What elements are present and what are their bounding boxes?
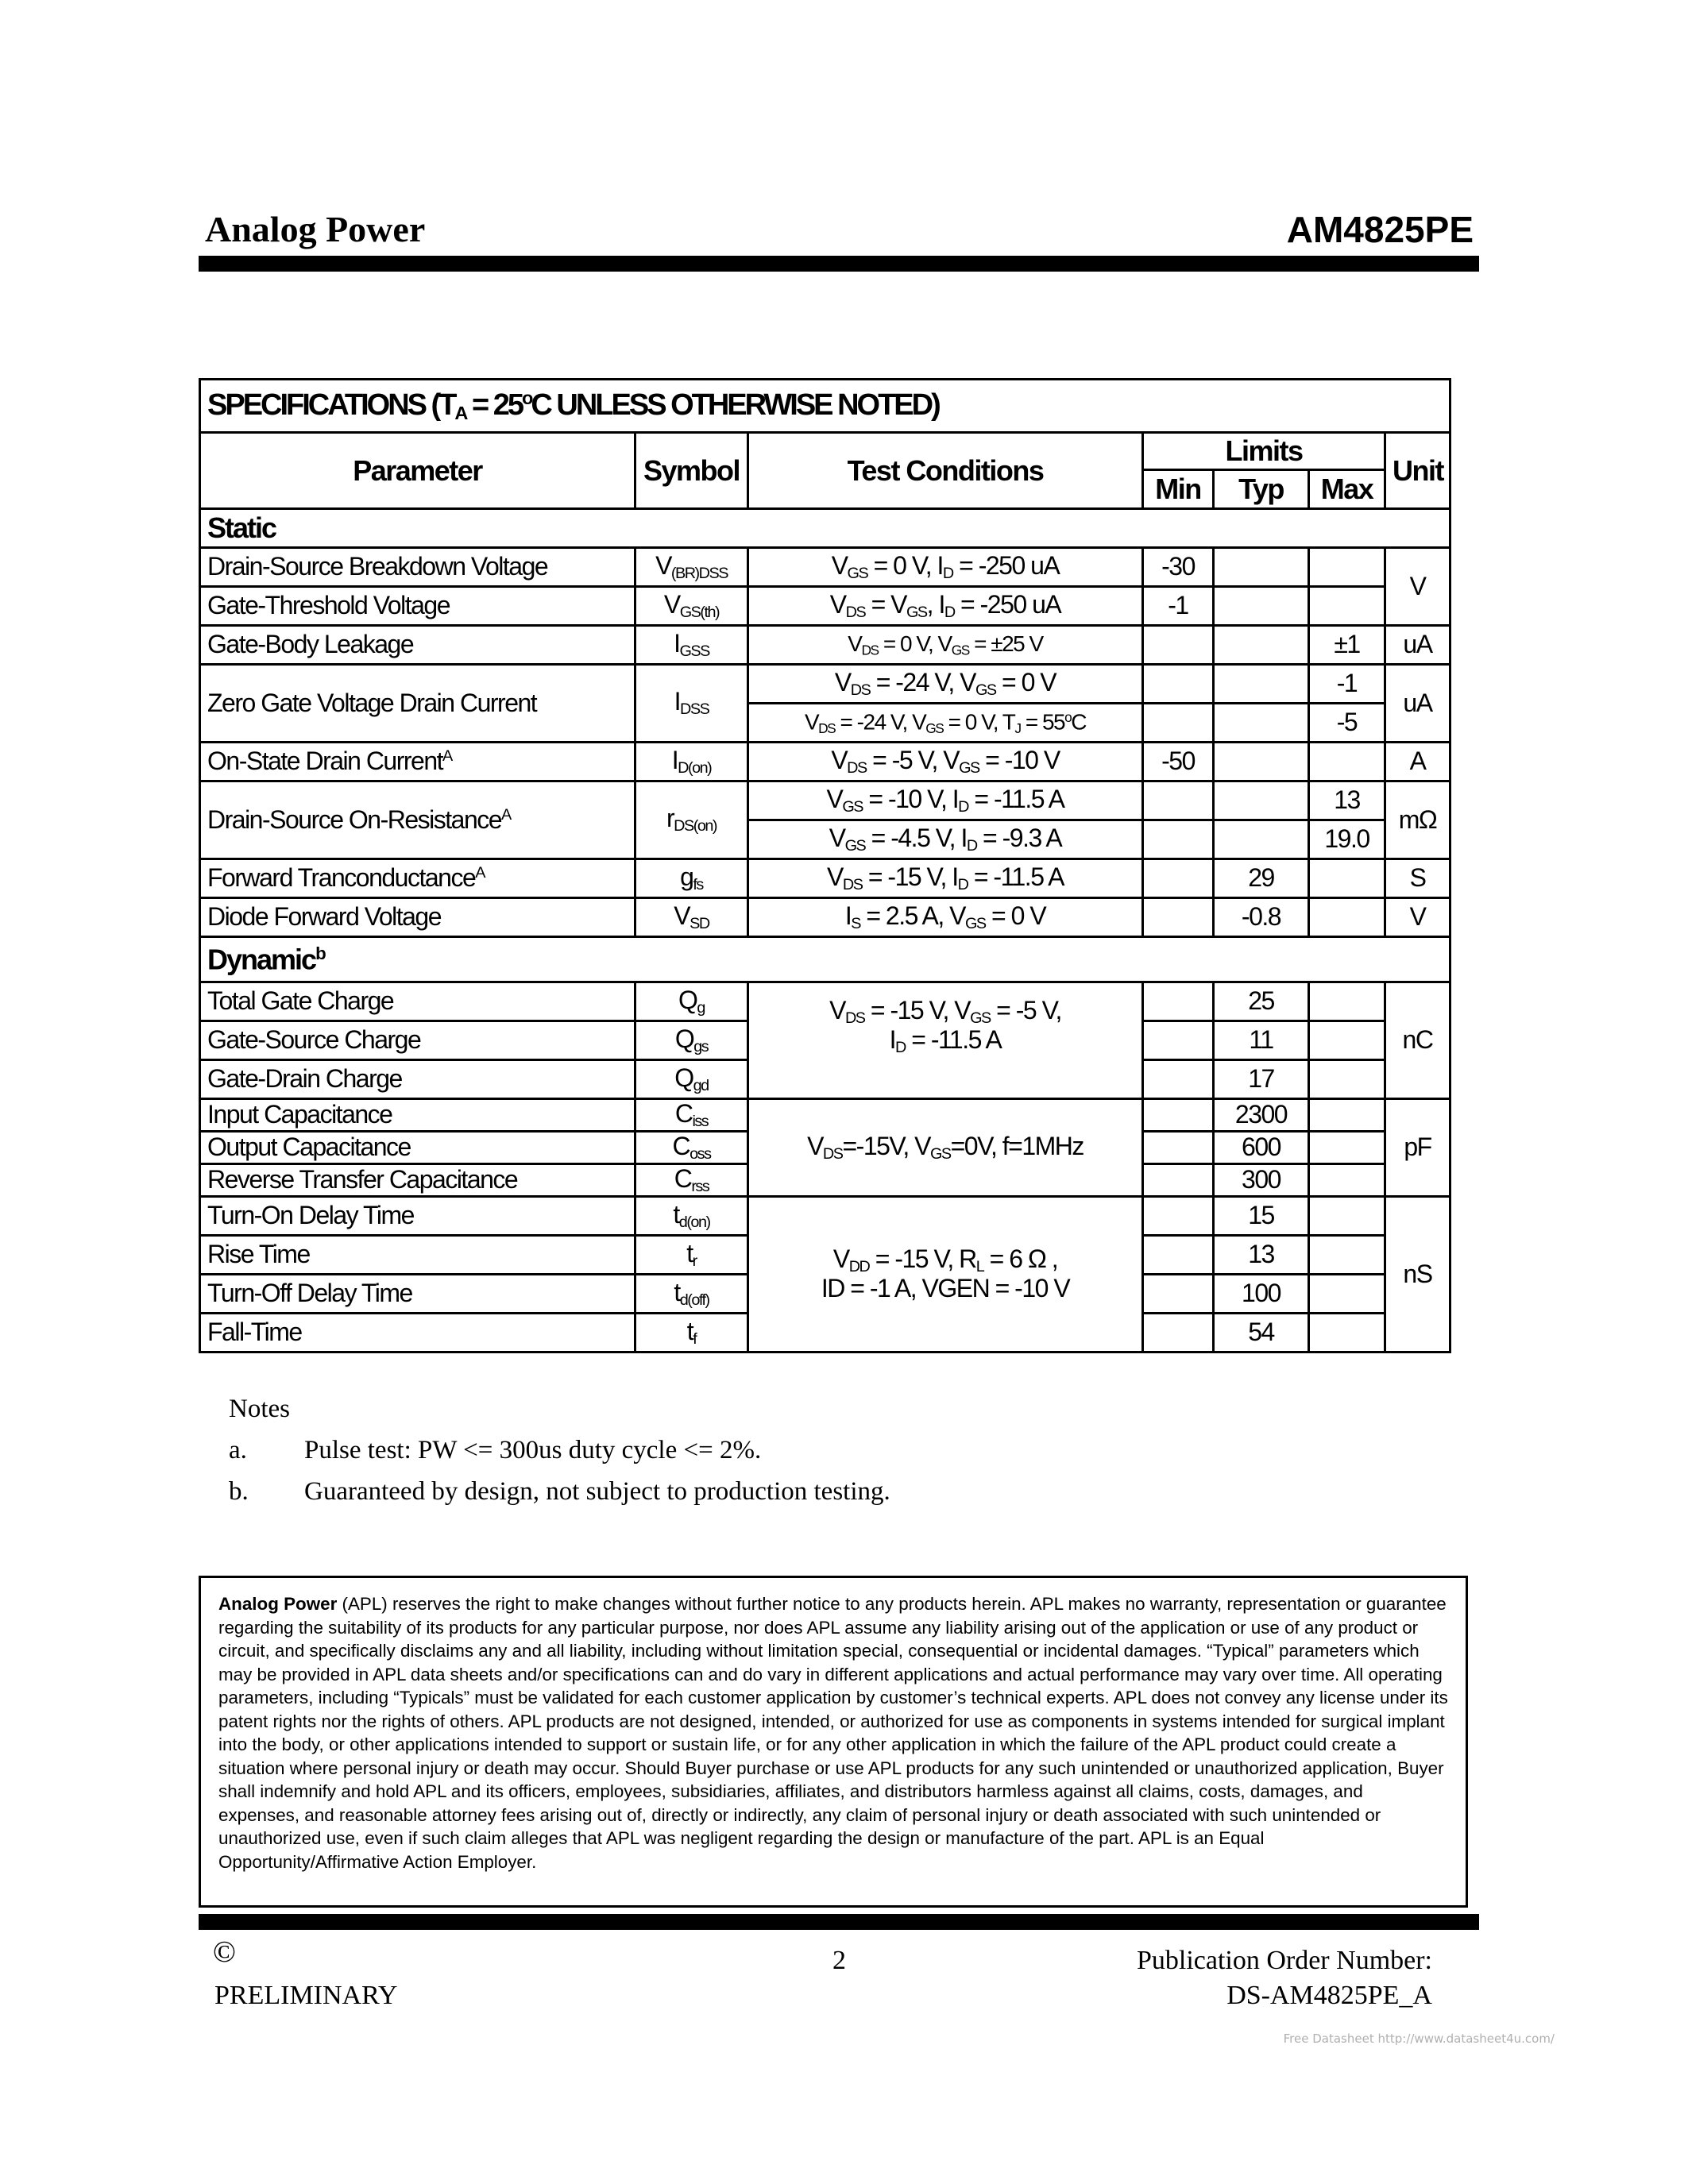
col-limits: Limits (1143, 433, 1385, 470)
min-cell (1143, 1099, 1214, 1132)
min-cell (1143, 781, 1214, 820)
param-cell: Drain-Source On-Resistance$^A$ (200, 781, 635, 859)
footer-rule (199, 1914, 1479, 1930)
part-number: AM4825PE (1286, 209, 1474, 250)
min-cell (1143, 982, 1214, 1021)
symbol-cell: $V_{GS(th)}$ (635, 587, 748, 626)
table-row (200, 859, 1450, 898)
symbol-cell: $V_{SD}$ (635, 898, 748, 937)
param-cell: On-State Drain Current$^A$ (200, 743, 635, 781)
symbol-cell: $Q_{gd}$ (635, 1060, 748, 1099)
unit-cell: mΩ (1385, 781, 1450, 859)
capacitance-conditions: $V_{DS}=-15V$, $V_{GS}=0V$, f=1MHz (748, 1099, 1143, 1197)
max-cell (1309, 587, 1385, 626)
typ-cell (1214, 820, 1309, 859)
note-a: a. Pulse test: PW <= 300us duty cycle <= 2%. (229, 1436, 762, 1464)
param-cell: Rise Time (200, 1236, 635, 1275)
condition-cell: $V_{DS} = 0$ V, $V_{GS} = \pm 25$ V (748, 626, 1143, 665)
table-row (200, 548, 1450, 587)
disclaimer-lead: Analog Power (218, 1594, 338, 1614)
min-cell (1143, 898, 1214, 937)
param-cell: Drain-Source Breakdown Voltage (200, 548, 635, 587)
min-cell (1143, 626, 1214, 665)
min-cell (1143, 665, 1214, 704)
condition-cell: $V_{DS} = -5$ V, $V_{GS} = -10$ V (748, 743, 1143, 781)
watermark: Free Datasheet http://www.datasheet4u.com/ (1283, 2032, 1555, 2046)
preliminary-label: PRELIMINARY (214, 1981, 398, 2010)
col-typ: Typ (1214, 470, 1309, 509)
condition-cell: $V_{DS} = V_{GS}$, $I_D = -250$ uA (748, 587, 1143, 626)
typ-cell: 15 (1214, 1197, 1309, 1236)
symbol-cell: $t_{d(off)}$ (635, 1275, 748, 1314)
section-static: Static (200, 509, 1450, 548)
copyright-icon: © (213, 1935, 236, 1969)
param-cell: Gate-Body Leakage (200, 626, 635, 665)
col-unit: Unit (1385, 433, 1450, 509)
min-cell (1143, 1132, 1214, 1164)
col-test-conditions: Test Conditions (748, 433, 1143, 509)
typ-cell: 25 (1214, 982, 1309, 1021)
disclaimer-box (199, 1576, 1468, 1908)
max-cell: -5 (1309, 704, 1385, 743)
symbol-cell: $t_{d(on)}$ (635, 1197, 748, 1236)
param-cell: Fall-Time (200, 1314, 635, 1352)
max-cell (1309, 1132, 1385, 1164)
symbol-cell: $V_{(BR)DSS}$ (635, 548, 748, 587)
unit-cell: uA (1385, 665, 1450, 743)
symbol-cell: $t_f$ (635, 1314, 748, 1352)
typ-cell (1214, 626, 1309, 665)
unit-cell: V (1385, 548, 1450, 626)
min-cell: -30 (1143, 548, 1214, 587)
specifications-table (199, 378, 1451, 1353)
typ-cell: 54 (1214, 1314, 1309, 1352)
param-cell: Turn-On Delay Time (200, 1197, 635, 1236)
col-max: Max (1309, 470, 1385, 509)
param-cell: Gate-Source Charge (200, 1021, 635, 1060)
min-cell (1143, 1060, 1214, 1099)
col-min: Min (1143, 470, 1214, 509)
switching-conditions: $V_{DD} = -15$ V, $R_L = 6$ Ω , ID = -1 A, VGEN = -10 V (748, 1197, 1143, 1352)
typ-cell: 600 (1214, 1132, 1309, 1164)
max-cell (1309, 1021, 1385, 1060)
min-cell: -50 (1143, 743, 1214, 781)
col-symbol: Symbol (635, 433, 748, 509)
header-rule (199, 256, 1479, 272)
max-cell (1309, 1099, 1385, 1132)
table-row (200, 781, 1450, 820)
unit-cell: pF (1385, 1099, 1450, 1197)
max-cell (1309, 1314, 1385, 1352)
company-name: Analog Power (205, 209, 426, 249)
min-cell (1143, 859, 1214, 898)
min-cell (1143, 1314, 1214, 1352)
max-cell (1309, 1197, 1385, 1236)
unit-cell: A (1385, 743, 1450, 781)
symbol-cell: $I_{DSS}$ (635, 665, 748, 743)
symbol-cell: $r_{DS(on)}$ (635, 781, 748, 859)
min-cell (1143, 1197, 1214, 1236)
max-cell (1309, 982, 1385, 1021)
symbol-cell: $C_{rss}$ (635, 1164, 748, 1197)
typ-cell: 11 (1214, 1021, 1309, 1060)
max-cell (1309, 548, 1385, 587)
max-cell (1309, 743, 1385, 781)
symbol-cell: $C_{oss}$ (635, 1132, 748, 1164)
symbol-cell: $Q_{gs}$ (635, 1021, 748, 1060)
condition-cell: $V_{DS} = -24$ V, $V_{GS} = 0$ V, $T_J = 55^oC$ (748, 704, 1143, 743)
param-cell: Forward Tranconductance$^A$ (200, 859, 635, 898)
note-b: b. Guaranteed by design, not subject to production testing. (229, 1477, 890, 1506)
unit-cell: uA (1385, 626, 1450, 665)
param-cell: Zero Gate Voltage Drain Current (200, 665, 635, 743)
table-row (200, 626, 1450, 665)
page-number: 2 (832, 1946, 846, 1975)
symbol-cell: $C_{iss}$ (635, 1099, 748, 1132)
param-cell: Diode Forward Voltage (200, 898, 635, 937)
max-cell (1309, 859, 1385, 898)
param-cell: Gate-Drain Charge (200, 1060, 635, 1099)
max-cell (1309, 1060, 1385, 1099)
symbol-cell: $I_{D(on)}$ (635, 743, 748, 781)
disclaimer-text: (APL) reserves the right to make changes without further notice to any products herein. APL makes no warranty, representation or guarantee regarding the suitability of its products for any particular purpose, nor does APL assume any liability arising out of the application or use of any product or circuit, and specifically disclaims any and all liability, including without limitation special, consequential or incidental damages. “Typical” parameters which may be provided in APL data sheets and/or specifications can and do vary in different applications and actual performance may vary over time. All operating parameters, including “Typicals” must be validated for each customer application by customer’s technical experts. APL does not convey any license under its patent rights nor the rights of others. APL products are not designed, intended, or authorized for use as components in systems intended for surgical implant into the body, or other applications intended to support or sustain life, or for any other application in which the failure of the APL product could create a situation where personal injury or death may occur. Should Buyer purchase or use APL products for any such unintended or unauthorized application, Buyer shall indemnify and hold APL and its officers, employees, subsidiaries, affiliates, and distributors harmless against all claims, costs, damages, and expenses, and reasonable attorney fees arising out of, directly or indirectly, any claim of personal injury or death associated with such unintended or unauthorized use, even if such claim alleges that APL was negligent regarding the design or manufacture of the part. APL is an Equal Opportunity/Affirmative Action Employer. (218, 1594, 1448, 1872)
symbol-cell: $Q_g$ (635, 982, 748, 1021)
param-cell: Reverse Transfer Capacitance (200, 1164, 635, 1197)
publication-number: DS-AM4825PE_A (1226, 1981, 1432, 2010)
typ-cell (1214, 743, 1309, 781)
typ-cell (1214, 704, 1309, 743)
min-cell (1143, 1021, 1214, 1060)
max-cell: ±1 (1309, 626, 1385, 665)
notes-title: Notes (229, 1395, 290, 1423)
symbol-cell: $I_{GSS}$ (635, 626, 748, 665)
condition-cell: $V_{DS} = -15$ V, $I_D = -11.5$ A (748, 859, 1143, 898)
min-cell (1143, 1275, 1214, 1314)
condition-cell: $V_{DS} = -24$ V, $V_{GS} = 0$ V (748, 665, 1143, 704)
typ-cell: 13 (1214, 1236, 1309, 1275)
section-dynamic: Dynamic$^b$ (200, 937, 1450, 982)
typ-cell: 29 (1214, 859, 1309, 898)
table-row (200, 587, 1450, 626)
table-row (200, 982, 1450, 1021)
typ-cell: 100 (1214, 1275, 1309, 1314)
symbol-cell: $g_{fs}$ (635, 859, 748, 898)
min-cell (1143, 820, 1214, 859)
publication-label: Publication Order Number: (1136, 1946, 1432, 1975)
typ-cell: 300 (1214, 1164, 1309, 1197)
unit-cell: nC (1385, 982, 1450, 1099)
typ-cell: -0.8 (1214, 898, 1309, 937)
unit-cell: V (1385, 898, 1450, 937)
condition-cell: $V_{GS} = 0$ V, $I_D = -250$ uA (748, 548, 1143, 587)
param-cell: Total Gate Charge (200, 982, 635, 1021)
table-row (200, 743, 1450, 781)
condition-cell: $V_{GS} = -4.5$ V, $I_D = -9.3$ A (748, 820, 1143, 859)
max-cell (1309, 1236, 1385, 1275)
min-cell (1143, 704, 1214, 743)
param-cell: Output Capacitance (200, 1132, 635, 1164)
table-row (200, 1099, 1450, 1132)
table-row (200, 1197, 1450, 1236)
unit-cell: S (1385, 859, 1450, 898)
param-cell: Input Capacitance (200, 1099, 635, 1132)
max-cell (1309, 1164, 1385, 1197)
table-row (200, 898, 1450, 937)
min-cell: -1 (1143, 587, 1214, 626)
typ-cell: 2300 (1214, 1099, 1309, 1132)
param-cell: Turn-Off Delay Time (200, 1275, 635, 1314)
max-cell: 13 (1309, 781, 1385, 820)
max-cell: -1 (1309, 665, 1385, 704)
condition-cell: $I_S = 2.5$ A, $V_{GS} = 0$ V (748, 898, 1143, 937)
param-cell: Gate-Threshold Voltage (200, 587, 635, 626)
condition-cell: $V_{GS} = -10$ V, $I_D = -11.5$ A (748, 781, 1143, 820)
table-title: SPECIFICATIONS ($T_A = 25^oC$ UNLESS OTHERWISE NOTED) (200, 380, 1450, 433)
min-cell (1143, 1236, 1214, 1275)
col-parameter: Parameter (200, 433, 635, 509)
unit-cell: nS (1385, 1197, 1450, 1352)
max-cell (1309, 898, 1385, 937)
min-cell (1143, 1164, 1214, 1197)
symbol-cell: $t_r$ (635, 1236, 748, 1275)
typ-cell (1214, 548, 1309, 587)
typ-cell (1214, 781, 1309, 820)
typ-cell (1214, 665, 1309, 704)
charge-conditions: $V_{DS} = -15$ V, $V_{GS} = -5$ V, $I_D = -11.5$ A (748, 982, 1143, 1099)
typ-cell (1214, 587, 1309, 626)
typ-cell: 17 (1214, 1060, 1309, 1099)
max-cell (1309, 1275, 1385, 1314)
max-cell: 19.0 (1309, 820, 1385, 859)
table-row (200, 665, 1450, 704)
